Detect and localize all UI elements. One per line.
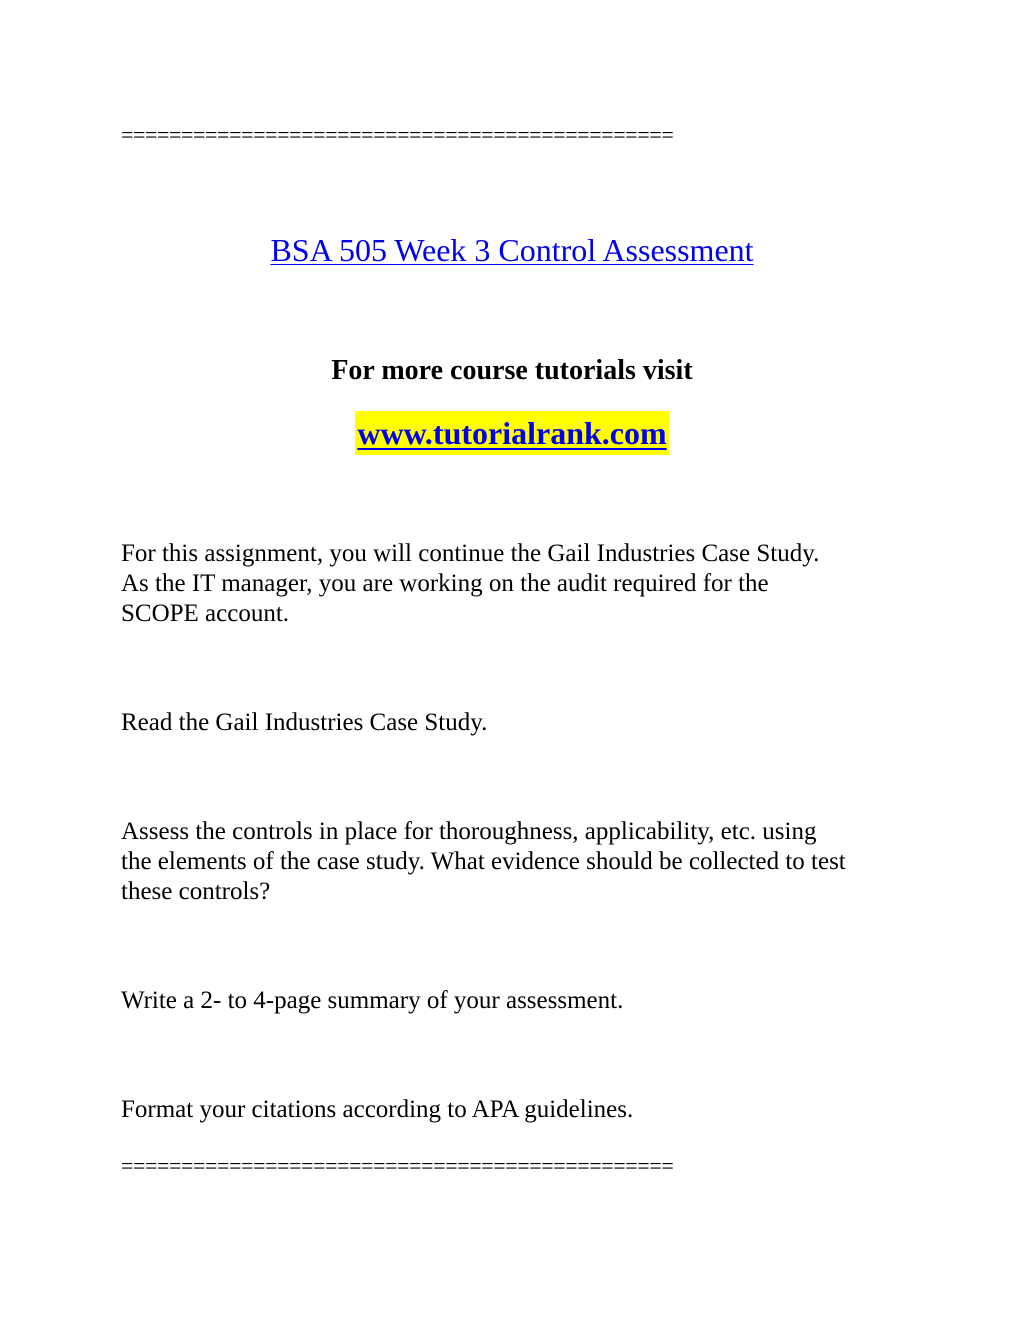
paragraph-3-line-1: Assess the controls in place for thoroughness, applicability, etc. using [121,818,817,845]
paragraph-1-line-1: For this assignment, you will continue the Gail Industries Case Study. [121,540,820,567]
bottom-divider: ============================================== [121,1153,674,1178]
paragraph-3-line-3: these controls? [121,878,271,905]
top-divider: ============================================== [121,122,674,147]
paragraph-5-line-1: Format your citations according to APA guidelines. [121,1096,634,1123]
url-container [0,411,1024,455]
paragraph-3-line-2: the elements of the case study. What evidence should be collected to test [121,848,846,875]
paragraph-4-line-1: Write a 2- to 4-page summary of your assessment. [121,987,624,1014]
title-link[interactable]: BSA 505 Week 3 Control Assessment [270,232,754,268]
visit-text: For more course tutorials visit [331,355,693,386]
paragraph-1-line-3: SCOPE account. [121,600,290,627]
paragraph-2-line-1: Read the Gail Industries Case Study. [121,709,488,736]
paragraph-1-line-2: As the IT manager, you are working on the audit required for the [121,570,769,597]
tutorial-url-link[interactable]: www.tutorialrank.com [355,411,668,455]
